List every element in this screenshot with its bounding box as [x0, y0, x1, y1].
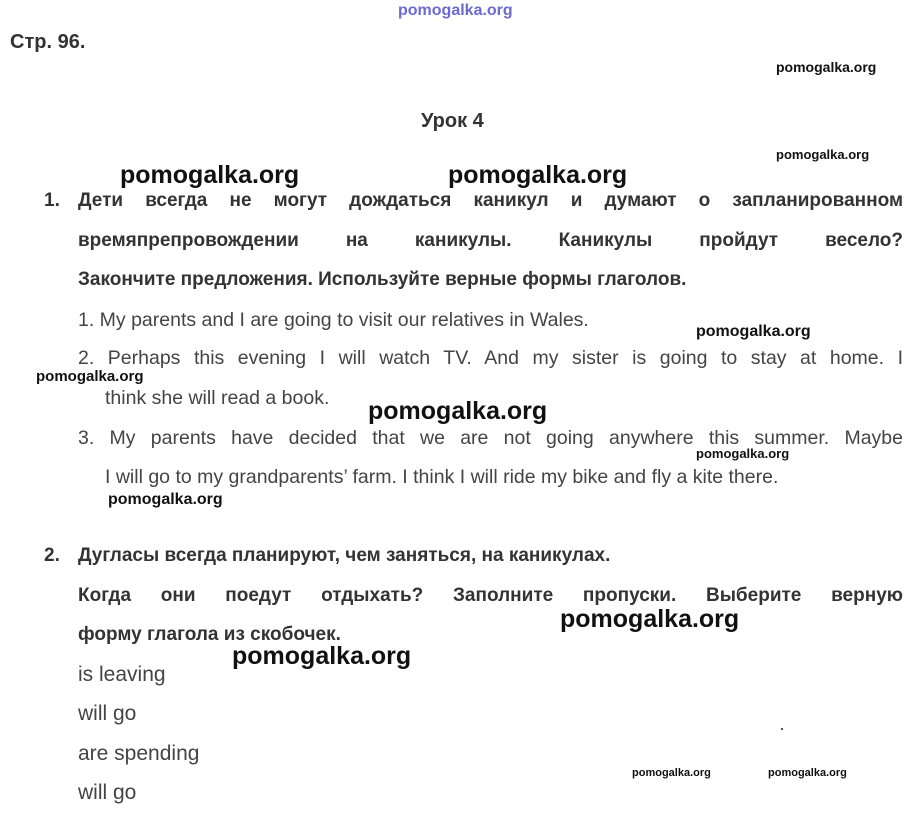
exercise-1-number: 1. — [44, 190, 60, 211]
watermark: pomogalka.org — [120, 161, 300, 189]
answer-2: will go — [78, 702, 137, 725]
watermark: pomogalka.org — [632, 767, 711, 779]
exercise-1-item-3-cont: I will go to my grandparents’ farm. I think I will ride my bike and fly a kite there. — [105, 466, 779, 488]
watermark: pomogalka.org — [696, 323, 811, 340]
watermark: pomogalka.org — [368, 397, 548, 425]
watermark: pomogalka.org — [696, 446, 790, 461]
watermark: pomogalka.org — [768, 767, 847, 779]
exercise-2-task-line-2: Когда они поедут отдыхать? Заполните пропуски. Выберите верную — [78, 585, 903, 606]
answer-1: is leaving — [78, 663, 166, 686]
page-number: Стр. 96. — [10, 31, 86, 53]
watermark: pomogalka.org — [776, 147, 870, 162]
watermark: pomogalka.org — [776, 59, 877, 75]
exercise-1-task-line-3: Закончите предложения. Используйте верные формы глаголов. — [78, 269, 687, 290]
watermark: pomogalka.org — [36, 368, 144, 385]
watermark-top: pomogalka.org — [398, 2, 513, 19]
exercise-2-number: 2. — [44, 545, 60, 566]
exercise-1-item-2-cont: think she will read a book. — [105, 387, 330, 409]
exercise-1-task-line-1: Дети всегда не могут дождаться каникул и думают о запланированном — [78, 190, 903, 211]
watermark: pomogalka.org — [108, 491, 223, 508]
watermark: pomogalka.org — [560, 605, 740, 633]
answer-4: will go — [78, 781, 137, 804]
watermark: pomogalka.org — [448, 161, 628, 189]
exercise-2-task-line-3: форму глагола из скобочек. — [78, 624, 341, 645]
exercise-1-item-3: 3. My parents have decided that we are not going anywhere this summer. Maybe — [78, 427, 903, 449]
exercise-1-item-1: 1. My parents and I are going to visit our relatives in Wales. — [78, 309, 589, 331]
speck — [781, 728, 783, 730]
exercise-1-item-2: 2. Perhaps this evening I will watch TV. And my sister is going to stay at home. I — [78, 347, 903, 369]
exercise-1-task-line-2: времяпрепровождении на каникулы. Каникулы пройдут весело? — [78, 230, 903, 251]
watermark: pomogalka.org — [232, 642, 412, 670]
lesson-title: Урок 4 — [421, 110, 484, 132]
exercise-2-task-line-1: Дугласы всегда планируют, чем заняться, на каникулах. — [78, 545, 611, 566]
answer-3: are spending — [78, 742, 200, 765]
